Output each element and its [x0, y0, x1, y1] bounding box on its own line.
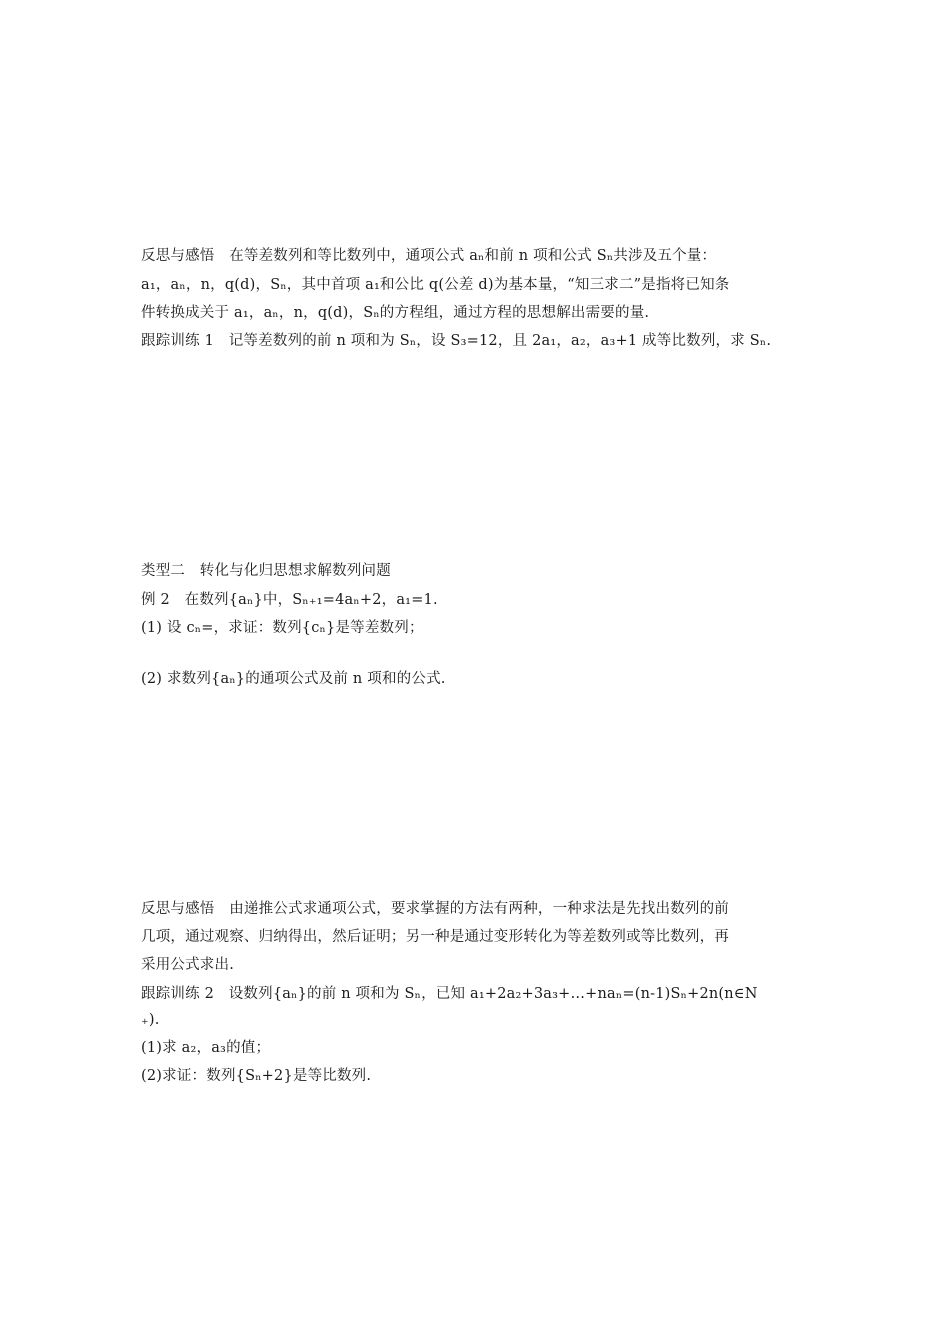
type-heading: 类型二 转化与化归思想求解数列问题: [141, 563, 391, 579]
reflection-1-line-2: a₁，aₙ，n，q(d)，Sₙ，其中首项 a₁和公比 q(公差 d)为基本量，“知三求二”是指将已知条: [141, 277, 730, 293]
training-1: 跟踪训练 1 记等差数列的前 n 项和为 Sₙ，设 S₃=12，且 2a₁，a₂，a₃+1 成等比数列，求 Sₙ.: [141, 333, 772, 349]
training-2-question-2: (2)求证：数列{Sₙ+2}是等比数列.: [141, 1068, 372, 1084]
example-2-part-1: (1) 设 cₙ=，求证：数列{cₙ}是等差数列；: [141, 620, 424, 636]
reflection-2-line-3: 采用公式求出.: [141, 957, 235, 973]
reflection-1-line-3: 件转换成关于 a₁，aₙ，n，q(d)，Sₙ的方程组，通过方程的思想解出需要的量.: [141, 305, 650, 321]
example-2-part-2: (2) 求数列{aₙ}的通项公式及前 n 项和的公式.: [141, 671, 446, 687]
training-2-line-1: 跟踪训练 2 设数列{aₙ}的前 n 项和为 Sₙ，已知 a₁+2a₂+3a₃+…+naₙ=(n-1)Sₙ+2n(n∈N: [141, 986, 758, 1002]
reflection-2-line-2: 几项，通过观察、归纳得出，然后证明；另一种是通过变形转化为等差数列或等比数列，再: [141, 929, 729, 945]
reflection-2-line-1: 反思与感悟 由递推公式求通项公式，要求掌握的方法有两种，一种求法是先找出数列的前: [141, 901, 729, 917]
example-2: 例 2 在数列{aₙ}中，Sₙ₊₁=4aₙ+2，a₁=1.: [141, 592, 438, 608]
reflection-1-line-1: 反思与感悟 在等差数列和等比数列中，通项公式 aₙ和前 n 项和公式 Sₙ共涉及五个量：: [141, 248, 717, 264]
training-2-line-2: ₊).: [141, 1012, 160, 1028]
training-2-question-1: (1)求 a₂，a₃的值；: [141, 1040, 271, 1056]
